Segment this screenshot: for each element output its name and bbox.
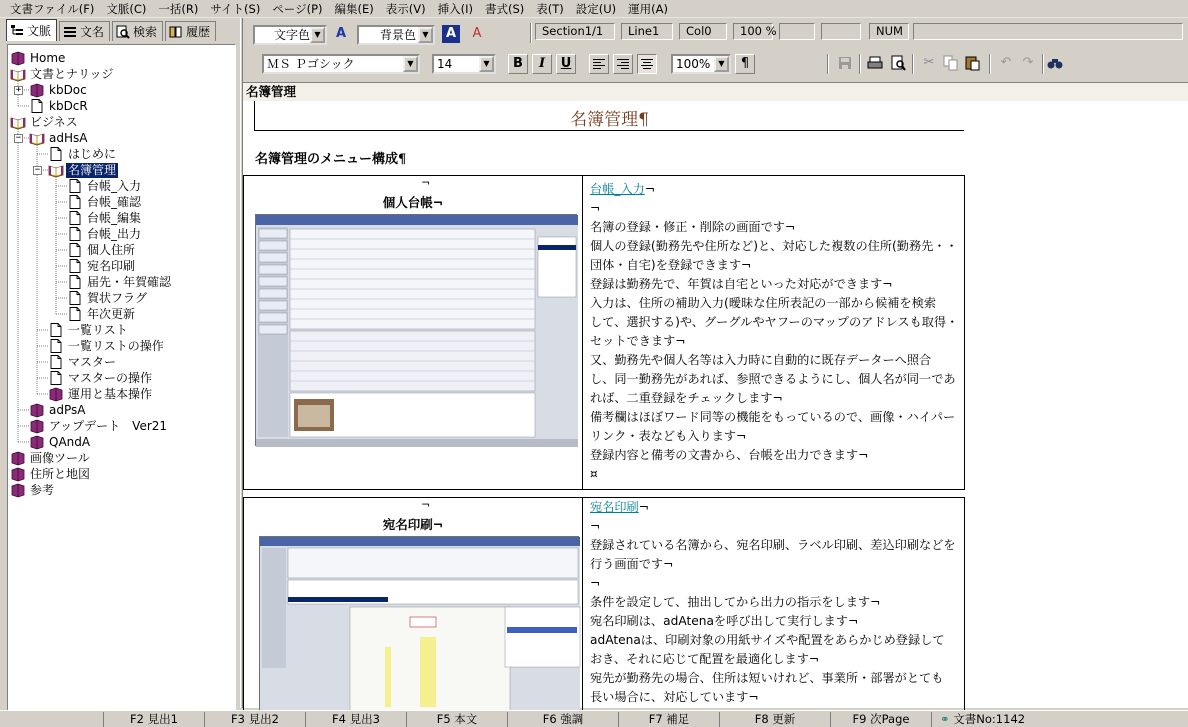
paragraph-mark: ¬ <box>421 176 431 189</box>
page-icon <box>48 339 64 353</box>
tab-search[interactable] <box>112 21 163 41</box>
book-icon <box>29 403 45 417</box>
tree-item-label: kbDoc <box>49 82 87 97</box>
book-icon <box>10 451 26 465</box>
show-marks-button[interactable]: ¶ <box>735 54 755 74</box>
paragraph-mark: ¬ <box>638 500 649 514</box>
tree-item-label: 宛名印刷 <box>87 258 136 273</box>
description-line: 名簿の登録・修正・削除の画面です¬ <box>590 220 796 234</box>
page-icon <box>67 243 83 257</box>
function-key-button[interactable]: F8 更新 <box>719 712 830 727</box>
description-line: 個人の登録(勤務先や住所など)と、対応した複数の住所(勤務先・・ <box>590 239 958 253</box>
page-icon <box>67 227 83 241</box>
toolbar-separator <box>859 54 861 74</box>
description-line: 行う画面です¬ <box>590 557 674 571</box>
chevron-down-icon: ▼ <box>310 27 325 43</box>
description-line: adAtenaは、印刷対象の用紙サイズや配置をあらかじめ登録して <box>590 633 945 647</box>
tab-label: 文名 <box>80 25 105 39</box>
description-line: 条件を設定して、抽出してから出力の指示をします¬ <box>590 595 881 609</box>
undo-icon[interactable]: ↶ <box>1000 55 1012 70</box>
tree-item[interactable] <box>48 338 166 354</box>
tree-item-label: kbDcR <box>49 98 88 113</box>
document-header: 名簿管理 <box>243 82 1188 101</box>
description-line: 登録内容と備考の文書から、台帳を出力できます¬ <box>590 448 869 462</box>
toolbar-separator <box>912 54 914 74</box>
clear-color-a-icon[interactable]: A <box>472 26 482 41</box>
description-line: 宛先が勤務先の場合、住所は短いけれど、事業所・部署がとても <box>590 671 944 685</box>
tree-item-ver21[interactable] <box>29 418 169 434</box>
description-line: 団体・自宅)を登録できます¬ <box>590 258 752 272</box>
editor-status-box-empty <box>913 23 1183 40</box>
history-icon <box>169 25 183 39</box>
tree-item-label: 住所と地図 <box>30 466 91 481</box>
description-line: セットできます¬ <box>590 334 686 348</box>
description-text <box>584 498 964 726</box>
tree-item[interactable] <box>67 306 137 322</box>
document-number <box>931 712 1061 727</box>
tree-item-kbdoc[interactable] <box>29 82 89 98</box>
function-key-button[interactable]: F3 見出2 <box>204 712 305 727</box>
open-book-icon <box>10 67 26 81</box>
page-icon <box>67 195 83 209</box>
page-icon <box>48 323 64 337</box>
description-line: ¬ <box>590 519 601 533</box>
print-preview-icon[interactable] <box>888 54 908 74</box>
toolbar-separator <box>1042 54 1044 74</box>
tab-label: 文脈 <box>27 24 52 38</box>
editor-status-box: NUM <box>869 23 909 40</box>
hyperlink[interactable]: 宛名印刷 <box>590 500 639 514</box>
screenshot-image <box>255 214 577 446</box>
description-line: おき、それに応じて配置を最適化します¬ <box>590 652 820 666</box>
tree-item-label: QAndA <box>49 434 91 449</box>
description-line: 登録されている名簿から、宛名印刷、ラベル印刷、差込印刷などを <box>590 538 956 552</box>
paragraph-mark: ¬ <box>644 182 656 196</box>
page-icon <box>67 275 83 289</box>
toolbar-separator <box>530 23 532 43</box>
tree-item-label: ビジネス <box>30 114 78 129</box>
table-cell-image <box>244 176 583 489</box>
tree-item-label: マスター <box>68 354 117 369</box>
page-icon <box>29 99 45 113</box>
tree-item[interactable] <box>67 194 143 210</box>
tree-item-label: adPsA <box>49 402 86 417</box>
row-caption: 個人台帳¬ <box>382 195 444 210</box>
document-editor[interactable] <box>243 101 1188 708</box>
tree-item-label: 参考 <box>30 482 55 497</box>
book-icon <box>29 419 45 433</box>
tree-item[interactable] <box>10 450 92 466</box>
editor-status-box: 100 % <box>733 23 773 40</box>
toolbar-separator <box>989 54 991 74</box>
chevron-down-icon: ▼ <box>418 27 433 43</box>
function-key-button[interactable]: F4 見出3 <box>305 712 406 727</box>
tree-item[interactable] <box>10 114 80 130</box>
function-key-button[interactable]: F2 見出1 <box>103 712 204 727</box>
find-binoculars-icon[interactable] <box>1045 54 1065 74</box>
tab-names[interactable] <box>59 21 110 41</box>
font-name-value: ＭＳ Ｐゴシック <box>267 57 355 71</box>
description-text <box>584 176 964 484</box>
tree-item-label: 画像ツール <box>30 450 90 465</box>
description-line: 登録は勤務先で、年賀は自宅といった対応ができます¬ <box>590 277 893 291</box>
description-line: れば、二重登録をチェックします¬ <box>590 391 783 405</box>
menu-item[interactable]: 編集(E) <box>334 1 374 16</box>
redo-icon[interactable]: ↷ <box>1022 55 1034 70</box>
tree-icon <box>10 24 24 38</box>
page-icon <box>67 211 83 225</box>
zoom-value: 100% <box>676 57 711 71</box>
save-icon[interactable] <box>835 54 855 74</box>
menu-item[interactable]: 一括(R) <box>158 1 199 16</box>
nav-tabs <box>6 21 218 41</box>
table-cell-description <box>584 176 964 489</box>
tree-item[interactable] <box>67 210 143 226</box>
text-color-dropdown[interactable] <box>253 25 327 45</box>
row-caption: 宛名印刷¬ <box>382 517 444 532</box>
page-icon <box>67 179 83 193</box>
description-line: 宛名印刷は、adAtenaを呼び出して実行します¬ <box>590 614 859 628</box>
tree-item[interactable] <box>48 146 118 162</box>
tree-item-label: はじめに <box>68 146 117 161</box>
align-right-icon[interactable] <box>613 54 633 74</box>
screenshot-image <box>259 536 579 716</box>
tree-item-adpsa[interactable] <box>29 402 87 418</box>
align-center-icon[interactable] <box>637 54 657 74</box>
function-key-button[interactable]: F9 次Page <box>830 712 931 727</box>
tree-item-label: 賀状フラグ <box>87 290 148 305</box>
tree-item[interactable] <box>48 354 118 370</box>
text-color-a-icon[interactable]: A <box>335 26 347 41</box>
tree-item-label: 台帳_入力 <box>87 178 142 193</box>
tree-item[interactable] <box>67 274 173 290</box>
book-icon <box>29 435 45 449</box>
description-line: リンク・表なども入ります¬ <box>590 429 747 443</box>
font-name-dropdown[interactable] <box>262 54 420 74</box>
tree-item[interactable] <box>48 370 154 386</box>
open-book-icon <box>29 131 45 145</box>
chevron-down-icon: ▼ <box>403 56 418 72</box>
function-key-button[interactable]: F7 補足 <box>618 712 719 727</box>
menu-item[interactable]: 運用(A) <box>628 1 668 16</box>
description-line <box>584 498 964 517</box>
paste-icon[interactable] <box>963 54 983 74</box>
tree-item-label: Home <box>30 50 66 65</box>
tree-item-label: マスターの操作 <box>68 370 153 385</box>
description-line: して、選択する)や、グーグルやヤフーのマップのアドレスも取得・ <box>590 315 959 329</box>
tree-item-label: 年次更新 <box>87 306 136 321</box>
book-icon <box>29 83 45 97</box>
table-cell-image <box>244 498 583 716</box>
background-color-dropdown[interactable] <box>357 25 435 45</box>
menu-item[interactable]: 文書ファイル(F) <box>10 1 95 16</box>
tree-item-label: 一覧リストの操作 <box>68 338 164 353</box>
list-icon <box>63 25 77 39</box>
page-icon <box>67 259 83 273</box>
menu-item[interactable]: ページ(P) <box>272 1 323 16</box>
navigation-pane <box>0 18 240 708</box>
paragraph-mark: ¬ <box>421 498 431 511</box>
menu-bar <box>0 0 1188 18</box>
align-left-icon[interactable] <box>589 54 609 74</box>
page-icon <box>48 371 64 385</box>
tree-item[interactable] <box>48 386 154 402</box>
menu-item[interactable]: 書式(S) <box>484 1 525 16</box>
menu-table-row <box>243 497 965 717</box>
collapse-icon[interactable]: − <box>15 133 22 143</box>
menu-item[interactable]: 設定(U) <box>575 1 617 16</box>
tree-item-label: adHsA <box>49 130 88 145</box>
tree-item-home[interactable] <box>10 50 67 66</box>
tree-item[interactable] <box>67 226 143 242</box>
tree-item-label: 届先・年賀確認 <box>87 274 172 289</box>
tree-item-label: 個人住所 <box>87 242 136 257</box>
tree-item[interactable] <box>48 162 118 178</box>
page-icon <box>48 355 64 369</box>
function-key-button[interactable]: F6 強調 <box>507 712 618 727</box>
tree-item-label: 文書とナリッジ <box>30 66 114 81</box>
editor-status-box: Col0 <box>679 23 727 40</box>
book-icon <box>48 387 64 401</box>
tree-item[interactable] <box>10 482 56 498</box>
editor-status-box: Line1 <box>621 23 673 40</box>
document-tree[interactable] <box>7 44 236 724</box>
font-size-dropdown[interactable] <box>432 54 496 74</box>
tree-item-label: 台帳_編集 <box>87 210 142 225</box>
expand-icon[interactable]: + <box>15 85 22 95</box>
section-heading: 名簿管理のメニュー構成¶ <box>255 152 407 167</box>
status-bar <box>0 710 1188 727</box>
cut-icon[interactable]: ✂ <box>923 55 935 70</box>
tree-item[interactable] <box>10 66 116 82</box>
toolbar-separator <box>827 54 829 74</box>
editor-status-box <box>779 23 815 40</box>
tree-item[interactable] <box>67 178 143 194</box>
tree-item-label: 台帳_出力 <box>87 226 142 241</box>
tree-item-label: 名簿管理 <box>68 162 117 177</box>
tree-item[interactable] <box>67 258 137 274</box>
tree-item-kbdcr[interactable] <box>29 98 90 114</box>
font-size-value: 14 <box>437 57 453 71</box>
copy-icon[interactable] <box>941 54 961 74</box>
tree-item[interactable] <box>67 290 149 306</box>
link-icon: ⚭ <box>940 712 954 726</box>
print-icon[interactable] <box>865 54 885 74</box>
document-number-text: 文書No:1142 <box>953 712 1026 726</box>
highlight-a-icon[interactable]: A <box>442 25 460 43</box>
chevron-down-icon: ▼ <box>714 56 729 72</box>
bold-button[interactable]: B <box>508 54 528 74</box>
format-toolbar-bottom <box>243 51 1188 78</box>
underline-button[interactable]: U <box>556 54 576 74</box>
background-color-label: 背景色 <box>380 28 417 42</box>
description-line: ¬ <box>590 201 601 215</box>
search-icon <box>116 25 130 39</box>
tree-item-label: アップデート Ver21 <box>49 418 168 433</box>
description-line: 入力は、住所の補助入力(曖昧な住所表記の一部から候補を検索 <box>590 296 937 310</box>
open-book-icon <box>10 115 26 129</box>
menu-item[interactable]: 文脈(C) <box>106 1 147 16</box>
tree-item-adhsa[interactable] <box>29 130 89 146</box>
menu-item[interactable]: 挿入(I) <box>437 1 473 16</box>
tab-context[interactable] <box>6 19 57 41</box>
tree-item-label: 台帳_確認 <box>87 194 142 209</box>
description-line <box>584 180 964 199</box>
description-line: ¤ <box>590 467 598 481</box>
tab-label: 検索 <box>133 25 158 39</box>
table-cell-description <box>584 498 964 716</box>
zoom-dropdown[interactable] <box>671 54 731 74</box>
tree-item-label: 運用と基本操作 <box>68 386 153 401</box>
description-line: 又、勤務先や個人名等は入力時に自動的に既存データーへ照合 <box>590 353 932 367</box>
page-title: 名簿管理¶ <box>570 110 649 130</box>
italic-button[interactable]: I <box>532 54 552 74</box>
tab-history[interactable] <box>165 21 216 41</box>
editor-status-box <box>821 23 861 40</box>
function-key-button[interactable]: F5 本文 <box>406 712 507 727</box>
tab-label: 履歴 <box>186 25 211 39</box>
description-line: し、同一勤務先があれば、参照できるようにし、個人名が同一であ <box>590 372 956 386</box>
page-icon <box>48 147 64 161</box>
description-line: 備考欄はほぼワード同等の機能をもっているので、画像・ハイパー <box>590 410 956 424</box>
menu-item[interactable]: サイト(S) <box>210 1 261 16</box>
book-icon <box>10 51 26 65</box>
tree-item[interactable] <box>67 242 137 258</box>
title-block <box>254 101 964 131</box>
collapse-icon[interactable]: − <box>34 165 41 175</box>
description-line: ¬ <box>590 576 601 590</box>
page-icon <box>67 307 83 321</box>
tree-item-label: 一覧リスト <box>68 322 128 337</box>
open-book-icon <box>48 163 64 177</box>
tree-item-qanda[interactable] <box>29 434 92 450</box>
hyperlink[interactable]: 台帳_入力 <box>590 182 645 196</box>
book-icon <box>10 483 26 497</box>
text-color-label: 文字色 <box>274 28 311 42</box>
tree-item[interactable] <box>48 322 130 338</box>
chevron-down-icon: ▼ <box>479 56 494 72</box>
page-icon <box>67 291 83 305</box>
menu-item[interactable]: 表示(V) <box>385 1 426 16</box>
description-line: 長い場合に、対応しています¬ <box>590 690 759 704</box>
editor-status-box: Section1/1 <box>535 23 615 40</box>
tree-item[interactable] <box>10 466 92 482</box>
format-toolbar-top <box>243 20 1188 48</box>
menu-table-row <box>243 175 965 490</box>
menu-item[interactable]: 表(T) <box>536 1 564 16</box>
book-icon <box>10 467 26 481</box>
